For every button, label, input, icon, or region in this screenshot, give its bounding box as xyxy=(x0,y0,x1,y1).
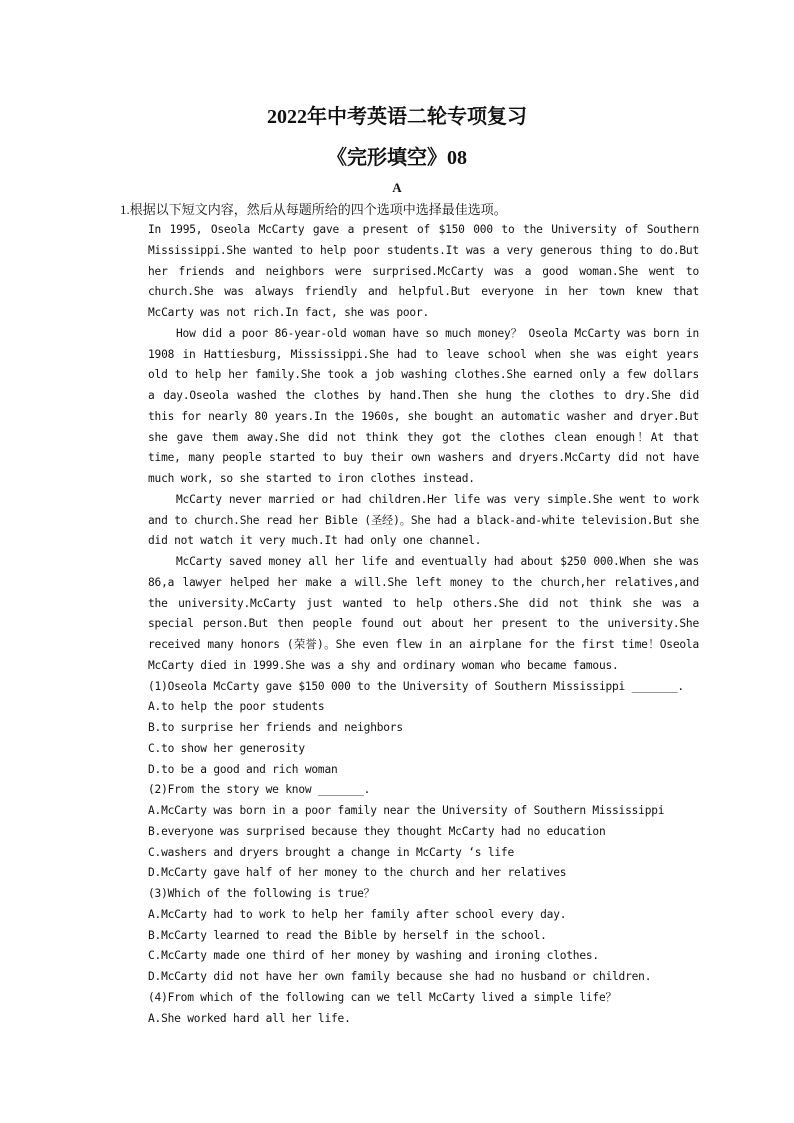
question-stem: (1)Oseola McCarty gave $150 000 to the University of Southern Mississippi _______. xyxy=(148,679,684,693)
passage-paragraph-1: In 1995, Oseola McCarty gave a present of $150 000 to the University of Southern Mississippi.She wanted to help poor students.It was a very generous thing to do.But her friends and neighbors were surprised.McCarty was a good woman.She went to church.She was always friendly and helpful.But everyone in her town knew that McCarty was not rich.In fact, she was poor. xyxy=(148,223,699,319)
passage-paragraph-4: McCarty saved money all her life and eventually had about $250 000.When she was 86,a lawyer helped her make a will.She left money to the church,her relatives,and the university.McCarty just wanted to help others.She did not think she was a special person.But then people found out about her present to the university.She received many honors (荣誉)。She even flew in an airplane for the first time！Oseola McCarty died in 1999.She was a shy and ordinary woman who became famous. xyxy=(148,555,699,672)
question-4 xyxy=(148,988,699,1030)
page-title: 2022年中考英语二轮专项复习 xyxy=(267,106,527,128)
question-1 xyxy=(148,677,699,781)
instruction-text: 1.根据以下短文内容，然后从每题所给的四个选项中选择最佳选项。 xyxy=(120,202,507,217)
answer-option: B.McCarty learned to read the Bible by herself in the school. xyxy=(148,928,547,942)
answer-option: C.McCarty made one third of her money by washing and ironing clothes. xyxy=(148,949,599,963)
question-3 xyxy=(148,884,699,988)
question-stem: (3)Which of the following is true？ xyxy=(148,887,375,900)
passage-paragraph-3: McCarty never married or had children.Her life was very simple.She went to work and to church.She read her Bible (圣经)。She had a black-and-white television.But she did not watch it very much.It had only one channel. xyxy=(148,492,699,548)
page-subtitle: 《完形填空》08 xyxy=(327,147,467,169)
passage-paragraph-2: How did a poor 86-year-old woman have so much money？ Oseola McCarty was born in 1908 in Hattiesburg, Mississippi.She had to leave school when she was eight years old to help her family.She took a job washing clothes.She earned only a few dollars a day.Oseola washed the clothes by hand.Then she hung the clothes to dry.She did this for nearly 80 years.In the 1960s, she bought an automatic washer and dryer.But she gave them away.She did not think they got the clothes clean enough！At that time, many people started to buy their own washers and dryers.McCarty did not have much work, so she started to iron clothes instead. xyxy=(148,326,699,485)
question-stem: (4)From which of the following can we tell McCarty lived a simple life？ xyxy=(148,990,617,1004)
answer-option: C.washers and dryers brought a change in McCarty ‘s life xyxy=(148,845,514,859)
section-label: A xyxy=(392,180,402,195)
answer-option: A.to help the poor students xyxy=(148,700,325,714)
answer-option: C.to show her generosity xyxy=(148,741,305,755)
answer-option: A.McCarty was born in a poor family near the University of Southern Mississippi xyxy=(148,804,665,817)
question-2 xyxy=(148,780,699,884)
answer-option: B.to surprise her friends and neighbors xyxy=(148,721,403,734)
answer-option: D.to be a good and rich woman xyxy=(148,762,338,776)
answer-option: D.McCarty gave half of her money to the church and her relatives xyxy=(148,866,567,880)
answer-option: D.McCarty did not have her own family because she had no husband or children. xyxy=(148,970,652,983)
answer-option: A.She worked hard all her life. xyxy=(148,1011,351,1025)
question-stem: (2)From the story we know _______. xyxy=(148,783,371,797)
answer-option: A.McCarty had to work to help her family after school every day. xyxy=(148,907,567,921)
answer-option: B.everyone was surprised because they thought McCarty had no education xyxy=(148,824,606,838)
exercise-body xyxy=(148,220,699,1029)
